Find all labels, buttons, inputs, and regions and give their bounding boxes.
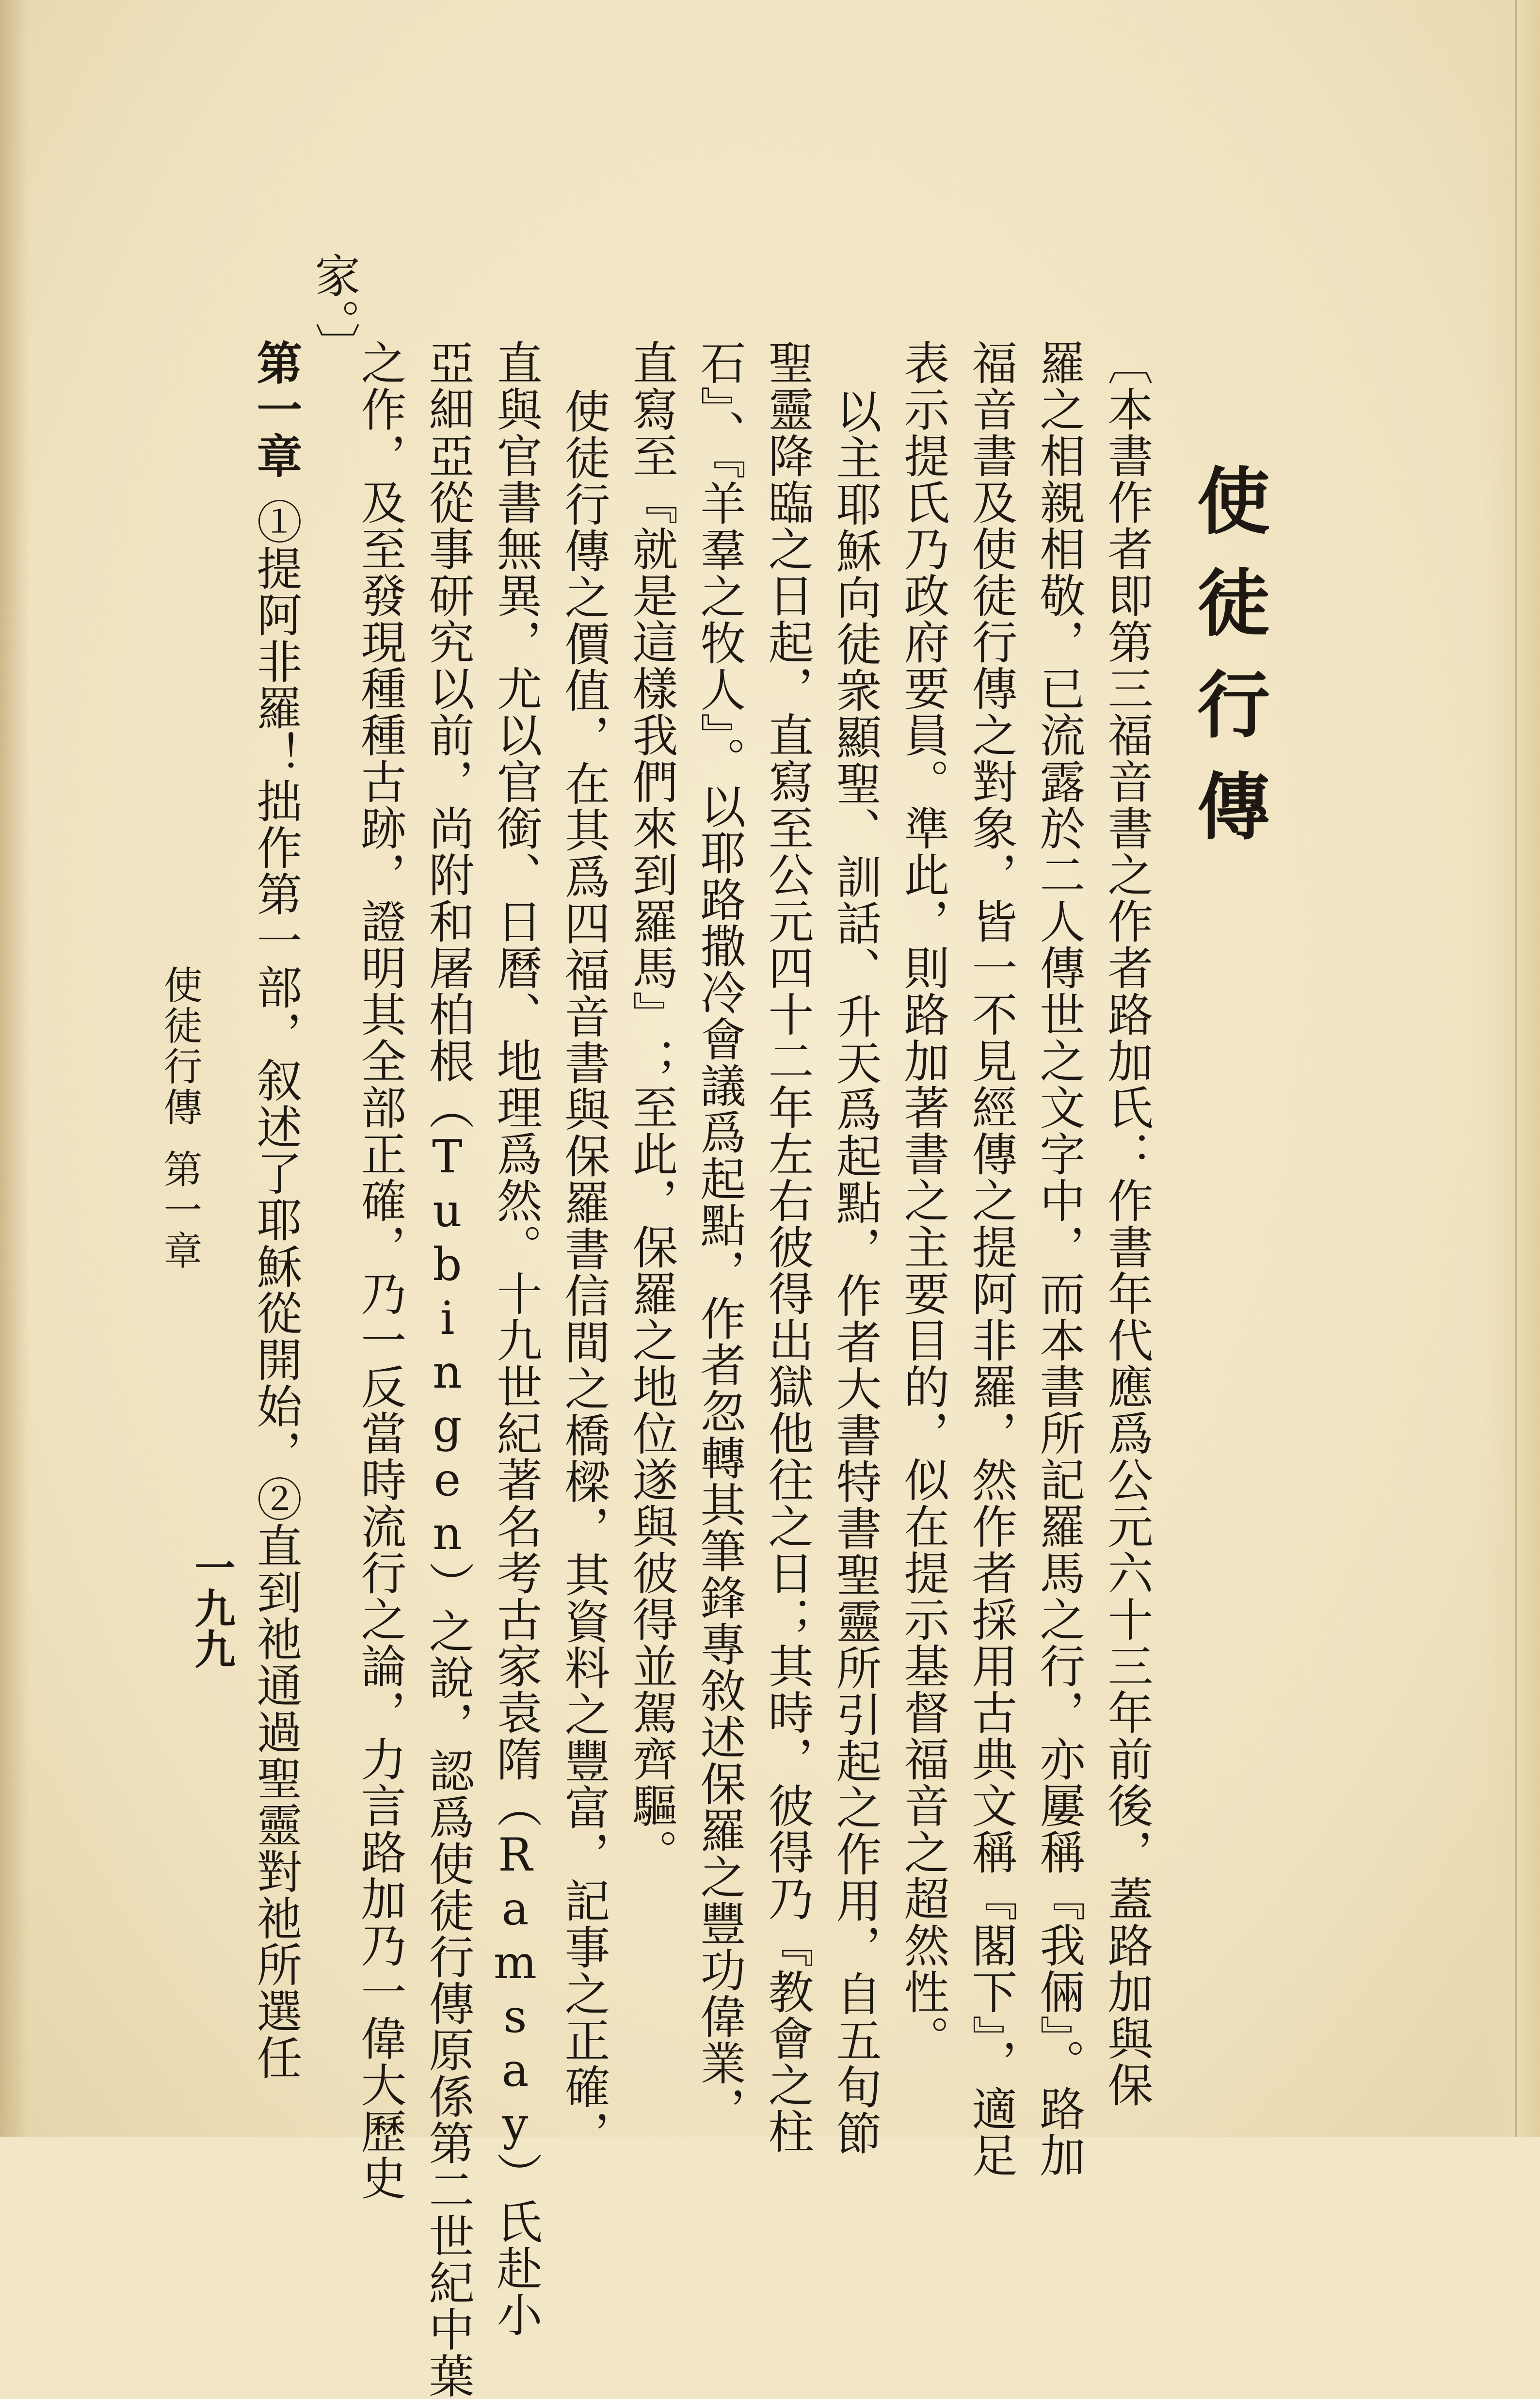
- spine-shadow: [0, 0, 29, 2137]
- page-title: 使徒行傳: [1185, 463, 1269, 870]
- text-column-12: 之作，及至發現種種古跡，證明其全部正確，乃一反當時流行之論，力言路加乃一偉大歷史: [353, 339, 406, 2201]
- text-column-5: 以主耶穌向徒衆顯聖、訓話、升天爲起點，作者大書特書聖靈所引起之作用，自五旬節: [828, 388, 881, 2157]
- text-column-8: 直寫至『就是這樣我們來到羅馬』；至此，保羅之地位遂與彼得並駕齊驅。: [625, 339, 677, 1875]
- text-column-11: 亞細亞從事研究以前，尚附和屠柏根（Tubingen）之說，認爲使徒行傳原係第二世紀中葉: [421, 339, 474, 2399]
- text-column-6: 聖靈降臨之日起，直寫至公元四十二年左右彼得出獄他往之日；其時，彼得乃『教會之柱: [760, 339, 813, 2155]
- chapter-text: ①提阿非羅！拙作第一部，叙述了耶穌從開始，②直到祂通過聖靈對祂所選任: [249, 498, 302, 2081]
- text-column-10: 直與官書無異，尤以官銜、日曆、地理爲然。十九世紀著名考古家袁隋（Ramsay）氏赴小: [489, 339, 542, 2338]
- text-column-4: 表示提氏乃政府要員。準此，則路加著書之主要目的，似在提示基督福音之超然性。: [896, 339, 949, 2062]
- page-edge: [1482, 0, 1540, 2137]
- text-column-2: 羅之相親相敬，已流露於二人傳世之文字中，而本書所記羅馬之行，亦屢稱『我倆』。路加: [1032, 339, 1085, 2178]
- text-column-1: 〔本書作者即第三福音書之作者路加氏：作書年代應爲公元六十三年前後，蓋路加與保: [1100, 339, 1153, 2108]
- footer-chapter: 第一章: [157, 1149, 202, 1271]
- page-edge-line: [1515, 0, 1517, 2137]
- page-number: 一九九: [188, 1547, 236, 1669]
- footer-book-title: 使徒行傳: [157, 965, 202, 1128]
- text-column-3: 福音書及使徒行傳之對象，皆一不見經傳之提阿非羅，然作者採用古典文稱『閣下』，適足: [964, 339, 1017, 2178]
- chapter-column: [249, 339, 302, 2081]
- text-column-9: 使徒行傳之價值，在其爲四福音書與保羅書信間之橋樑，其資料之豐富，記事之正確，: [557, 388, 610, 2157]
- text-column-13: 家。〕: [307, 252, 360, 369]
- text-column-7: 石』、『羊羣之牧人』。以耶路撒冷會議爲起點，作者忽轉其筆鋒專敘述保羅之豐功偉業，: [692, 339, 745, 2133]
- chapter-label: 第一章: [249, 339, 302, 479]
